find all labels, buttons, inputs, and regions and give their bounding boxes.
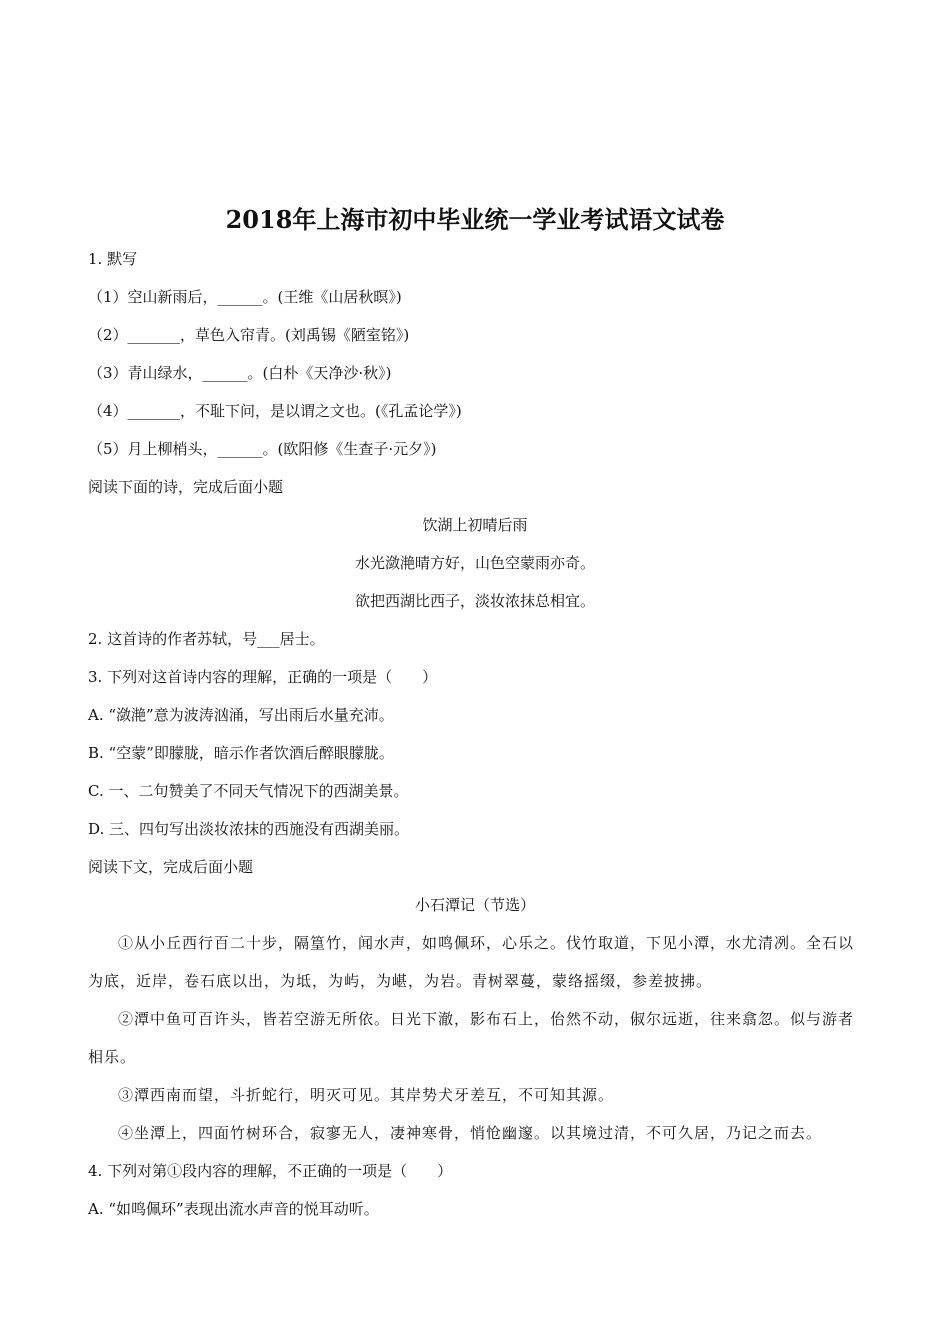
prose-paragraph-3: ③潭西南而望，斗折蛇行，明灭可见。其岸势犬牙差互，不可知其源。 [118, 1086, 615, 1104]
poem-line-2: 欲把西湖比西子，淡妆浓抹总相宜。 [354, 592, 595, 610]
poem-intro: 阅读下面的诗，完成后面小题 [88, 478, 284, 496]
q1-item-1: （1）空山新雨后，______。(王维《山居秋暝》) [88, 288, 402, 306]
q1-item-3: （3）青山绿水，______。(白朴《天净沙·秋》) [88, 364, 392, 382]
q4-option-a: A. “如鸣佩环”表现出流水声音的悦耳动听。 [88, 1200, 379, 1218]
q1-heading: 1. 默写 [88, 250, 138, 268]
q1-item-2: （2）_______，草色入帘青。(刘禹锡《陋室铭》) [88, 326, 410, 344]
q3-option-d: D. 三、四句写出淡妆浓抹的西施没有西湖美丽。 [88, 820, 410, 838]
q1-item-4: （4）_______，不耻下问，是以谓之文也。(《孔孟论学》) [88, 402, 462, 420]
prose-paragraph-4: ④坐潭上，四面竹树环合，寂寥无人，凄神寒骨，悄怆幽邃。以其境过清，不可久居，乃记之而去。 [118, 1124, 823, 1142]
poem-line-1: 水光潋滟晴方好，山色空蒙雨亦奇。 [354, 554, 595, 572]
poem-title: 饮湖上初晴后雨 [422, 516, 528, 534]
q3-stem: 3. 下列对这首诗内容的理解，正确的一项是（ ） [88, 668, 438, 686]
prose-intro: 阅读下文，完成后面小题 [88, 858, 254, 876]
prose-paragraph-1: ①从小丘西行百二十步，隔篁竹，闻水声，如鸣佩环，心乐之。伐竹取道，下见小潭，水尤清冽。全石以为底，近岸，卷石底以出，为坻，为屿，为嵁，为岩。青树翠蔓，蒙络摇缀，参差披拂。 [88, 934, 855, 990]
q3-option-c: C. 一、二句赞美了不同天气情况下的西湖美景。 [88, 782, 409, 800]
q4-stem: 4. 下列对第①段内容的理解，不正确的一项是（ ） [88, 1162, 453, 1180]
page-title: 2018年上海市初中毕业统一学业考试语文试卷 [225, 205, 725, 234]
prose-paragraph-2: ②潭中鱼可百许头，皆若空游无所依。日光下澈，影布石上，佁然不动，俶尔远逝，往来翕忽。似与游者相乐。 [88, 1010, 855, 1066]
q2-text: 2. 这首诗的作者苏轼，号___居士。 [88, 630, 325, 648]
q3-option-a: A. “潋滟”意为波涛汹涌，写出雨后水量充沛。 [88, 706, 394, 724]
q1-item-5: （5）月上柳梢头，______。(欧阳修《生查子·元夕》) [88, 440, 437, 458]
q3-option-b: B. “空蒙”即朦胧，暗示作者饮酒后醉眼朦胧。 [88, 744, 394, 762]
prose-title: 小石潭记（节选） [414, 896, 535, 914]
